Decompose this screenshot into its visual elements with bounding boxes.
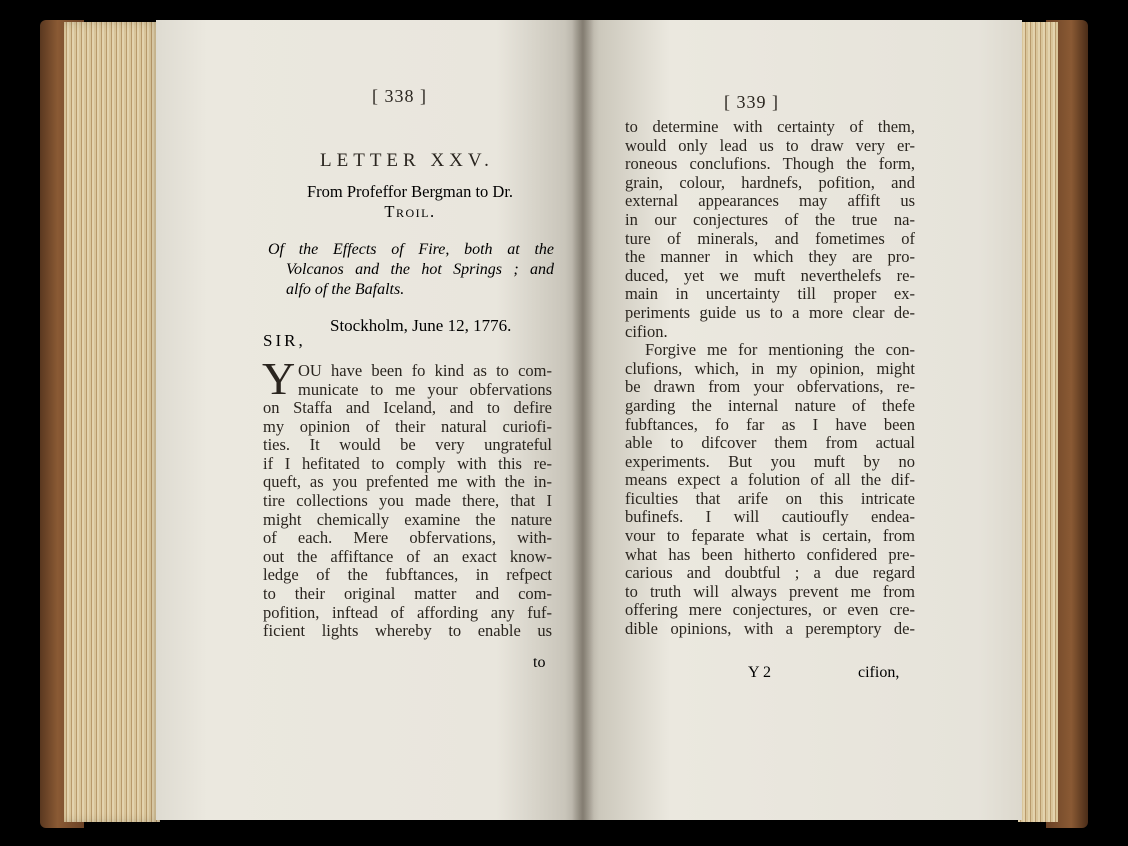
body-line: main in uncertainty till proper ex- <box>625 284 915 304</box>
subject-line: Volcanos and the hot Springs ; and <box>286 261 554 278</box>
signature-mark: Y 2 <box>748 664 771 681</box>
left-body <box>263 399 552 641</box>
body-line: roneous conclufions. Though the form, <box>625 154 915 174</box>
body-line: to determine with certainty of them, <box>625 117 915 136</box>
body-line: ficient lights whereby to enable us <box>263 621 552 641</box>
left-page-edges <box>64 22 160 822</box>
left-page-number: [ 338 ] <box>372 86 427 106</box>
body-line: what has been hitherto confidered pre- <box>625 544 915 564</box>
body-line: offering mere conjectures, or even cre- <box>625 600 915 620</box>
from-line-1: From Profeffor Bergman to Dr. <box>306 182 514 201</box>
body-line: OU have been fo kind as to com- <box>298 361 552 380</box>
body-line: of each. Mere obfervations, with- <box>263 528 552 548</box>
subject-line: alfo of the Bafalts. <box>286 281 405 298</box>
body-line: periments guide us to a more clear de- <box>625 302 915 322</box>
body-line: bufinefs. I will cautioufly endea- <box>625 507 915 527</box>
body-line: ties. It would be very ungrateful <box>263 435 552 455</box>
body-line: vour to feparate what is certain, from <box>625 526 915 546</box>
book-gutter <box>572 20 594 820</box>
body-line: clufions, which, in my opinion, might <box>625 358 915 378</box>
body-line: duced, yet we muft neverthelefs re- <box>625 265 915 285</box>
body-line: on Staffa and Iceland, and to defire <box>263 398 552 417</box>
body-line: able to difcover them from actual <box>625 433 915 453</box>
salutation: SIR, <box>263 331 306 350</box>
right-page-number: [ 339 ] <box>724 92 779 112</box>
body-line: ficulties that arife on this intricate <box>625 488 915 508</box>
letter-subject <box>268 240 554 300</box>
body-line: the manner in which they are pro- <box>625 247 915 267</box>
body-line: tire collections you made there, that I <box>263 490 552 510</box>
subject-line: Of the Effects of Fire, both at the <box>268 241 554 258</box>
body-line: to truth will always prevent me from <box>625 581 915 601</box>
body-line: cifion. <box>625 321 668 341</box>
body-line: be drawn from your obfervations, re- <box>625 377 915 397</box>
body-line: municate to me your obfervations <box>298 379 552 399</box>
left-body-indented <box>298 362 552 399</box>
body-line: grain, colour, hardnefs, pofition, and <box>625 172 915 192</box>
body-line: if I hefitated to comply with this re- <box>263 453 552 473</box>
body-line: ture of minerals, and fometimes of <box>625 228 915 248</box>
drop-cap: Y <box>262 353 296 404</box>
body-line: in our conjectures of the true na- <box>625 209 915 229</box>
from-line <box>266 182 554 222</box>
body-line: out the affiftance of an exact know- <box>263 546 552 566</box>
body-line: pofition, inftead of affording any fuf- <box>263 602 552 622</box>
body-line: to their original matter and com- <box>263 583 552 603</box>
body-line: would only lead us to draw very er- <box>625 135 915 155</box>
letter-heading: LETTER XXV. <box>320 150 494 171</box>
body-line: my opinion of their natural curiofi- <box>263 416 552 436</box>
body-line: means expect a folution of all the dif- <box>625 470 915 490</box>
body-line: Forgive me for mentioning the con- <box>645 340 915 360</box>
right-body <box>625 118 915 639</box>
body-line: external appearances may affift us <box>625 191 915 211</box>
right-catchword: cifion, <box>858 664 900 681</box>
place-date: Stockholm, June 12, 1776. <box>330 316 512 335</box>
from-line-2: Troil. <box>384 202 436 221</box>
body-line: ledge of the fubftances, in refpect <box>263 565 552 585</box>
body-line: fubftances, fo far as I have been <box>625 414 915 434</box>
body-line: dible opinions, with a peremptory de- <box>625 619 915 639</box>
left-catchword: to <box>533 654 546 671</box>
body-line: carious and doubtful ; a due regard <box>625 563 915 583</box>
body-line: might chemically examine the nature <box>263 509 552 529</box>
right-page-edges <box>1018 22 1058 822</box>
body-line: queft, as you prefented me with the in- <box>263 472 552 492</box>
body-line: experiments. But you muft by no <box>625 451 915 471</box>
body-line: garding the internal nature of thefe <box>625 395 915 415</box>
